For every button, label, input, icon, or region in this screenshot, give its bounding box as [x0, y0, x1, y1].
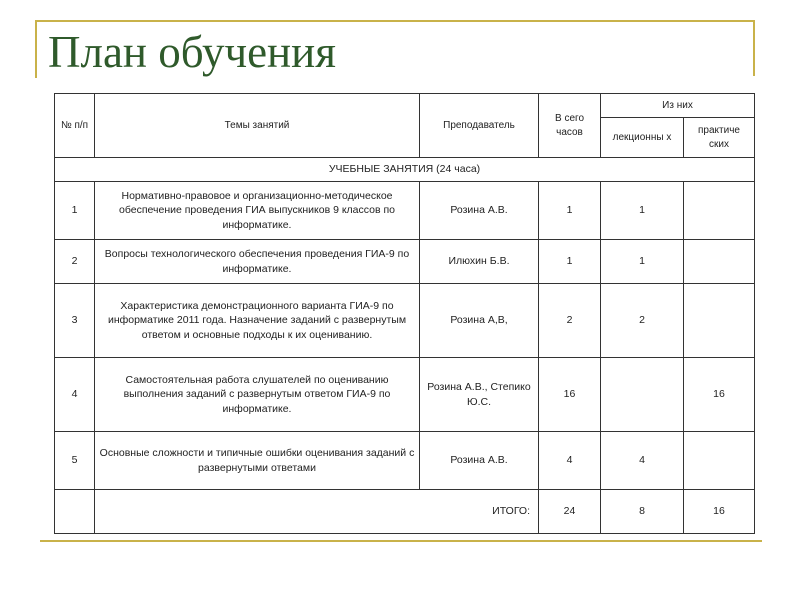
table-row	[55, 358, 755, 432]
header-total-hours: В сего часов	[539, 94, 601, 158]
row-num: 5	[55, 432, 95, 490]
header-practice: практиче ских	[684, 118, 755, 158]
row-practice: 16	[684, 358, 755, 432]
section-title: УЧЕБНЫЕ ЗАНЯТИЯ (24 часа)	[55, 158, 755, 182]
row-topic: Характеристика демонстрационного варианта ГИА-9 по информатике 2011 года. Назначение заданий с развернутым ответом и основные подходы к их оцениванию.	[95, 284, 420, 358]
row-lectures	[601, 358, 684, 432]
row-topic: Основные сложности и типичные ошибки оценивания заданий с развернутыми ответами	[95, 432, 420, 490]
total-row	[55, 490, 755, 534]
row-lectures: 1	[601, 182, 684, 240]
row-total: 4	[539, 432, 601, 490]
row-total: 1	[539, 182, 601, 240]
table-row	[55, 182, 755, 240]
row-teacher: Илюхин Б.В.	[420, 240, 539, 284]
row-practice	[684, 432, 755, 490]
header-lectures: лекционны х	[601, 118, 684, 158]
row-num: 2	[55, 240, 95, 284]
table-header-row	[55, 94, 755, 118]
row-teacher: Розина А.В.	[420, 432, 539, 490]
row-teacher: Розина А.В.	[420, 182, 539, 240]
training-plan-table	[54, 93, 755, 534]
table-row	[55, 240, 755, 284]
total-hours: 24	[539, 490, 601, 534]
row-teacher: Розина А,В,	[420, 284, 539, 358]
row-num: 1	[55, 182, 95, 240]
header-teacher: Преподаватель	[420, 94, 539, 158]
slide-title: План обучения	[48, 27, 336, 77]
total-empty-cell	[55, 490, 95, 534]
row-topic: Нормативно-правовое и организационно-методическое обеспечение проведения ГИА выпускников 9 классов по информатике.	[95, 182, 420, 240]
decorative-line-right	[753, 20, 755, 76]
row-teacher: Розина А.В., Степико Ю.С.	[420, 358, 539, 432]
row-practice	[684, 182, 755, 240]
row-total: 1	[539, 240, 601, 284]
row-lectures: 2	[601, 284, 684, 358]
row-practice	[684, 240, 755, 284]
total-practice: 16	[684, 490, 755, 534]
row-total: 2	[539, 284, 601, 358]
row-total: 16	[539, 358, 601, 432]
header-topic: Темы занятий	[95, 94, 420, 158]
header-num: № п/п	[55, 94, 95, 158]
section-row	[55, 158, 755, 182]
row-practice	[684, 284, 755, 358]
table-row	[55, 284, 755, 358]
total-lectures: 8	[601, 490, 684, 534]
row-num: 4	[55, 358, 95, 432]
row-lectures: 1	[601, 240, 684, 284]
row-topic: Самостоятельная работа слушателей по оцениванию выполнения заданий с развернутым ответом ГИА-9 по информатике.	[95, 358, 420, 432]
table-row	[55, 432, 755, 490]
decorative-line-bottom	[40, 540, 762, 542]
row-topic: Вопросы технологического обеспечения проведения ГИА-9 по информатике.	[95, 240, 420, 284]
decorative-line-left	[35, 20, 37, 78]
row-num: 3	[55, 284, 95, 358]
decorative-line-top	[35, 20, 755, 22]
header-of-them: Из них	[601, 94, 755, 118]
row-lectures: 4	[601, 432, 684, 490]
total-label: ИТОГО:	[95, 490, 539, 534]
